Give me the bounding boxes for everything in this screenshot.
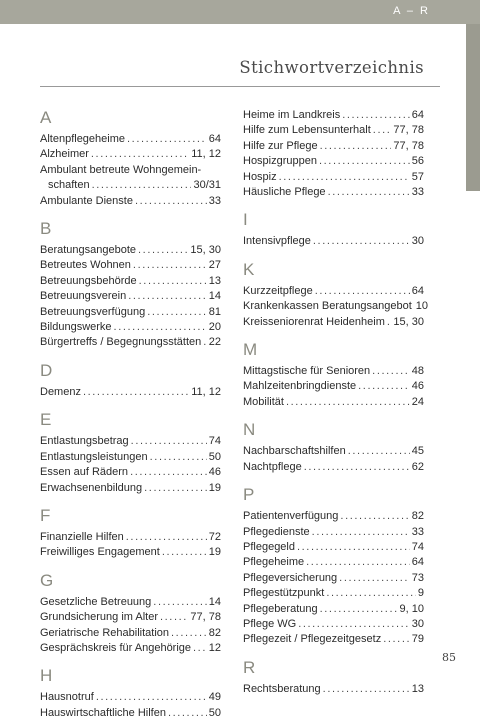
entry-term: Bürgertreffs / Begegnungsstätten — [40, 336, 202, 349]
entry-pages: 74 — [411, 540, 424, 553]
page-number: 85 — [442, 651, 456, 664]
entry-term: Ambulant betreute Wohngemein- — [40, 163, 202, 176]
leader-dots — [193, 641, 207, 656]
entry-term: Pflegegeld — [243, 540, 295, 553]
leader-dots — [320, 139, 392, 154]
entry-term: Kurzzeitpflege — [243, 284, 313, 297]
leader-dots — [135, 194, 207, 209]
entry-term: Freiwilliges Engagement — [40, 546, 160, 559]
entry-pages: 19 — [208, 481, 221, 494]
entry-pages: 64 — [411, 556, 424, 569]
entry-pages: 82 — [208, 626, 221, 639]
entry-pages: 19 — [208, 546, 221, 559]
entry-pages: 72 — [208, 530, 221, 543]
entry-pages: 20 — [208, 321, 221, 334]
entry-pages: 77, 78 — [393, 124, 424, 137]
section-letter: E — [40, 410, 52, 430]
index-entry — [40, 481, 221, 496]
index-entry — [40, 335, 221, 350]
entry-term: Pflege WG — [243, 617, 297, 630]
index-entry — [40, 305, 221, 320]
entry-term: Mittagstische für Senioren — [243, 365, 371, 378]
index-entry — [40, 706, 221, 721]
entry-pages: 74 — [208, 435, 221, 448]
entry-term: Bildungswerke — [40, 321, 112, 334]
leader-dots — [127, 132, 207, 147]
entry-pages: 79 — [411, 633, 424, 646]
index-section — [40, 108, 221, 209]
leader-dots — [373, 123, 392, 138]
leader-dots — [131, 434, 207, 449]
section-letter: A — [40, 108, 52, 127]
index-entry — [40, 690, 221, 705]
side-register-tab — [466, 24, 480, 191]
entry-term: Betreuungsverein — [40, 290, 127, 303]
leader-dots — [144, 481, 207, 496]
entry-term: Krankenkassen Beratungsangebot — [243, 300, 412, 313]
index-section — [243, 259, 429, 330]
leader-dots — [91, 147, 189, 162]
leader-dots — [328, 185, 410, 200]
index-entry — [243, 571, 424, 586]
entry-pages: 49 — [208, 691, 221, 704]
index-entry — [243, 540, 424, 555]
leader-dots — [128, 289, 207, 304]
leader-dots — [313, 234, 410, 249]
index-entry — [243, 617, 424, 632]
leader-dots — [203, 335, 207, 350]
entry-term: Alzheimer — [40, 148, 89, 161]
entry-term: Betreutes Wohnen — [40, 259, 131, 272]
entry-term: Intensivpflege — [243, 235, 311, 248]
index-entry — [243, 602, 424, 617]
entry-term: Pflegeversicherung — [243, 571, 338, 584]
entry-pages: 14 — [208, 290, 221, 303]
entry-term: Pflegeberatung — [243, 602, 318, 615]
entry-term: Ambulante Dienste — [40, 194, 133, 207]
section-letter: B — [40, 219, 52, 239]
entry-pages: 82 — [411, 510, 424, 523]
section-letter: F — [40, 505, 51, 525]
index-section — [40, 361, 221, 400]
entry-term: Rechtsberatung — [243, 682, 321, 695]
entry-pages: 77, 78 — [393, 139, 424, 152]
section-letter: H — [40, 666, 53, 686]
entry-pages: 46 — [411, 380, 424, 393]
entry-pages: 27 — [208, 259, 221, 272]
entry-term: Häusliche Pflege — [243, 186, 326, 199]
leader-dots — [387, 315, 392, 330]
entry-pages: 62 — [411, 460, 424, 473]
leader-dots — [162, 545, 207, 560]
entry-term: Mahlzeitenbringdienste — [243, 380, 357, 393]
entry-term: Betreuungsverfügung — [40, 305, 146, 318]
index-entry — [40, 626, 221, 641]
leader-dots — [315, 284, 410, 299]
entry-pages: 33 — [411, 525, 424, 538]
entry-pages: 9 — [417, 587, 424, 600]
leader-dots — [139, 274, 207, 289]
entry-term: Hausnotruf — [40, 691, 94, 704]
entry-pages: 57 — [411, 170, 424, 183]
leader-dots — [383, 632, 410, 647]
entry-pages: 11, 12 — [191, 148, 221, 161]
leader-dots — [153, 595, 206, 610]
index-entry — [40, 320, 221, 335]
section-letter: M — [243, 340, 258, 360]
index-entry — [243, 509, 424, 524]
leader-dots — [306, 555, 410, 570]
leader-dots — [96, 690, 207, 705]
index-entry — [40, 243, 221, 258]
entry-term: Hauswirtschaftliche Hilfen — [40, 706, 166, 719]
index-entry — [40, 178, 221, 193]
index-entry — [40, 289, 221, 304]
entry-pages: 13 — [411, 682, 424, 695]
section-letter: G — [40, 570, 54, 590]
leader-dots — [304, 460, 410, 475]
entry-pages: 9, 10 — [399, 602, 424, 615]
entry-pages: 81 — [208, 305, 221, 318]
leader-dots — [326, 586, 416, 601]
entry-term: Hilfe zum Lebensunterhalt — [243, 124, 371, 137]
leader-dots — [138, 243, 188, 258]
entry-pages: 48 — [411, 365, 424, 378]
leader-dots — [160, 610, 188, 625]
index-entry — [40, 641, 221, 656]
index-entry — [40, 274, 221, 289]
entry-pages: 64 — [208, 133, 221, 145]
title-divider — [40, 86, 440, 87]
entry-term: Essen auf Rädern — [40, 466, 129, 479]
leader-dots — [297, 540, 410, 555]
index-entry — [243, 379, 424, 394]
entry-pages: 64 — [411, 109, 424, 121]
index-entry — [40, 450, 221, 465]
leader-dots — [312, 525, 410, 540]
index-column-right — [243, 108, 429, 697]
entry-term: Altenpflegeheime — [40, 133, 126, 145]
entry-term: Gesprächskreis für Angehörige — [40, 641, 192, 654]
leader-dots — [348, 444, 410, 459]
entry-term: Pflegeheime — [243, 556, 305, 569]
index-section — [40, 506, 221, 561]
index-entry — [243, 632, 424, 647]
index-entry — [243, 555, 424, 570]
index-entry — [40, 194, 221, 209]
leader-dots — [133, 258, 207, 273]
entry-term: Betreuungsbehörde — [40, 274, 137, 287]
index-entry — [243, 284, 424, 299]
entry-pages: 64 — [411, 284, 424, 297]
index-entry — [243, 395, 424, 410]
index-section — [40, 571, 221, 657]
leader-dots — [340, 509, 409, 524]
leader-dots — [286, 395, 410, 410]
leader-dots — [339, 571, 410, 586]
leader-dots — [319, 154, 410, 169]
letter-range-label: A – R — [393, 5, 430, 17]
entry-pages: 50 — [208, 450, 221, 463]
leader-dots — [126, 530, 207, 545]
entry-pages: 15, 30 — [393, 315, 424, 328]
leader-dots — [150, 450, 207, 465]
index-column-left — [40, 108, 221, 721]
index-entry — [243, 460, 424, 475]
entry-pages: 46 — [208, 466, 221, 479]
entry-term: Erwachsenenbildung — [40, 481, 143, 494]
index-entry — [243, 170, 424, 185]
index-entry — [243, 364, 424, 379]
entry-pages: 30/31 — [193, 179, 221, 192]
index-entry — [243, 682, 424, 697]
entry-term: Hospiz — [243, 170, 277, 183]
entry-pages: 73 — [411, 571, 424, 584]
index-entry — [243, 139, 424, 154]
entry-term: Finanzielle Hilfen — [40, 530, 124, 543]
index-entry — [243, 108, 424, 123]
leader-dots — [114, 320, 207, 335]
entry-pages: 56 — [411, 155, 424, 168]
entry-pages: 15, 30 — [190, 244, 221, 257]
index-entry — [40, 530, 221, 545]
entry-pages: 30 — [411, 617, 424, 630]
index-entry — [243, 315, 424, 330]
entry-pages: 14 — [208, 595, 221, 608]
entry-term: Entlastungsbetrag — [40, 435, 129, 448]
entry-term: Heime im Landkreis — [243, 109, 341, 121]
leader-dots — [168, 706, 207, 721]
index-entry — [40, 147, 221, 162]
index-entry — [40, 610, 221, 625]
index-section — [243, 340, 424, 410]
index-entry — [40, 132, 221, 147]
index-section — [40, 666, 221, 721]
section-letter: I — [243, 210, 248, 230]
index-section — [243, 420, 424, 475]
index-section — [243, 108, 424, 200]
entry-term: Hilfe zur Pflege — [243, 139, 318, 152]
entry-term: Grundsicherung im Alter — [40, 611, 158, 624]
leader-dots — [323, 682, 410, 697]
index-section — [40, 219, 221, 351]
index-entry — [243, 185, 424, 200]
index-entry — [243, 525, 424, 540]
leader-dots — [320, 602, 398, 617]
entry-term: Demenz — [40, 385, 81, 398]
entry-pages: 33 — [411, 186, 424, 199]
section-letter: P — [243, 485, 255, 505]
entry-term: Pflegezeit / Pflegezeitgesetz — [243, 633, 382, 646]
leader-dots — [130, 465, 207, 480]
leader-dots — [171, 626, 207, 641]
entry-term: Beratungsangebote — [40, 244, 137, 257]
entry-term: Nachbarschaftshilfen — [243, 445, 346, 458]
index-entry — [243, 299, 429, 314]
index-section — [40, 410, 221, 496]
index-entry — [40, 545, 221, 560]
entry-pages: 30 — [411, 235, 424, 248]
leader-dots — [92, 178, 192, 193]
index-entry — [243, 154, 424, 169]
entry-pages: 24 — [411, 395, 424, 408]
section-letter: K — [243, 259, 255, 279]
leader-dots — [298, 617, 410, 632]
leader-dots — [372, 364, 410, 379]
index-entry — [40, 258, 221, 273]
entry-pages: 12 — [208, 641, 221, 654]
entry-pages: 13 — [208, 274, 221, 287]
entry-pages: 50 — [208, 706, 221, 719]
leader-dots — [342, 108, 410, 123]
entry-term: Nachtpflege — [243, 460, 302, 473]
entry-pages: 33 — [208, 194, 221, 207]
leader-dots — [147, 305, 207, 320]
index-entry — [40, 595, 221, 610]
entry-pages: 45 — [411, 445, 424, 458]
entry-term: schaften — [48, 179, 90, 192]
index-section — [243, 210, 424, 249]
entry-pages: 10 — [415, 300, 429, 313]
index-entry — [243, 586, 424, 601]
page-title: Stichwortverzeichnis — [239, 58, 424, 77]
index-entry — [40, 465, 221, 480]
section-letter: R — [243, 657, 256, 677]
entry-term: Mobilität — [243, 395, 284, 408]
entry-term: Entlastungsleistungen — [40, 450, 148, 463]
entry-term: Gesetzliche Betreuung — [40, 595, 152, 608]
leader-dots — [279, 170, 410, 185]
entry-pages: 22 — [208, 336, 221, 349]
entry-term: Patientenverfügung — [243, 510, 339, 523]
leader-dots — [358, 379, 410, 394]
header-bar — [0, 0, 480, 24]
index-entry — [243, 444, 424, 459]
index-entry — [243, 123, 424, 138]
entry-term: Geriatrische Rehabilitation — [40, 626, 170, 639]
entry-term: Kreisseniorenrat Heidenheim — [243, 315, 385, 328]
index-section — [243, 485, 424, 648]
entry-term: Hospizgruppen — [243, 155, 317, 168]
index-entry — [40, 434, 221, 449]
leader-dots — [83, 385, 189, 400]
index-entry — [243, 234, 424, 249]
section-letter: N — [243, 420, 256, 440]
entry-term: Pflegestützpunkt — [243, 587, 325, 600]
index-entry — [40, 163, 221, 178]
section-letter: D — [40, 360, 53, 380]
entry-term: Pflegedienste — [243, 525, 310, 538]
index-section — [243, 658, 424, 697]
entry-pages: 77, 78 — [190, 611, 221, 624]
entry-pages: 11, 12 — [191, 385, 221, 398]
index-entry — [40, 385, 221, 400]
